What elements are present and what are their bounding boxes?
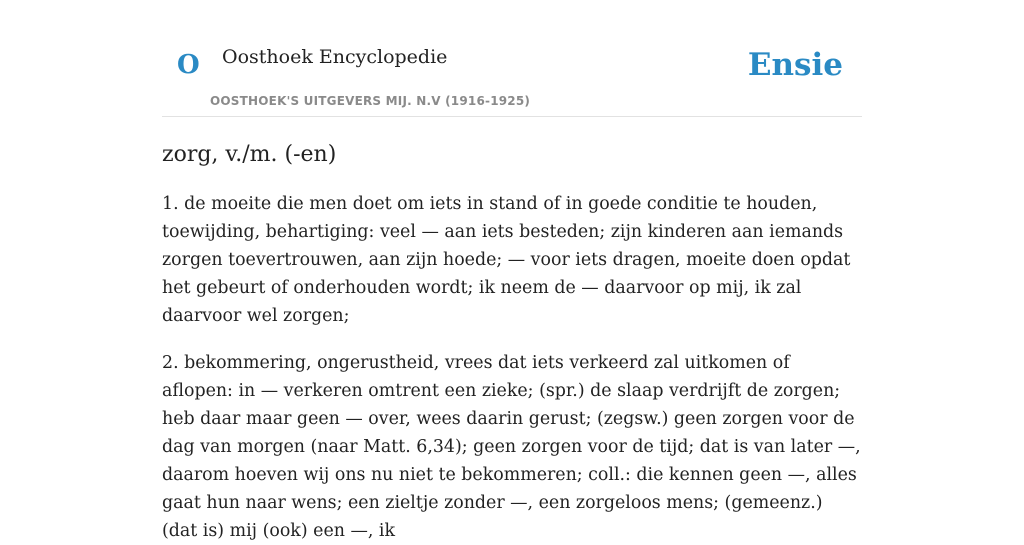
- definition-1: 1. de moeite die men doet om iets in stand of in goede conditie te houden, toewijding, behartiging: veel — aan iets besteden; zijn kinderen aan iemands zorgen toevertrouwen, aan zijn hoede; — voor iets dragen, moeite doen opdat het gebeurt of onderhouden wordt; ik neem de — daarvoor op mij, ik zal daarvoor wel zorgen;: [162, 193, 851, 326]
- definition-2: 2. bekommering, ongerustheid, vrees dat iets verkeerd zal uitkomen of aflopen: in — verkeren omtrent een zieke; (spr.) de slaap verdrijft de zorgen; heb daar maar geen — over, wees daarin gerust; (zegsw.) geen zorgen voor de dag van morgen (naar Matt. 6,34); geen zorgen voor de tijd; dat is van later —, daarom hoeven wij ons nu niet te bekommeren; coll.: die kennen geen —, alles gaat hun naar wens; een zieltje zonder —, een zorgeloos mens; (gemeenz.) (dat is) mij (ook) een —, ik: [162, 352, 861, 541]
- logo-icon[interactable]: O: [177, 50, 200, 80]
- page: [162, 0, 862, 545]
- site-title[interactable]: Oosthoek Encyclopedie: [222, 46, 448, 68]
- entry-title: zorg, v./m. (-en): [162, 142, 337, 167]
- site-subtitle: OOSTHOEK'S UITGEVERS MIJ. N.V (1916-1925): [210, 94, 531, 108]
- brand-logo-link[interactable]: Ensie: [747, 47, 843, 83]
- site-header: [162, 0, 862, 117]
- entry-content: [162, 141, 862, 545]
